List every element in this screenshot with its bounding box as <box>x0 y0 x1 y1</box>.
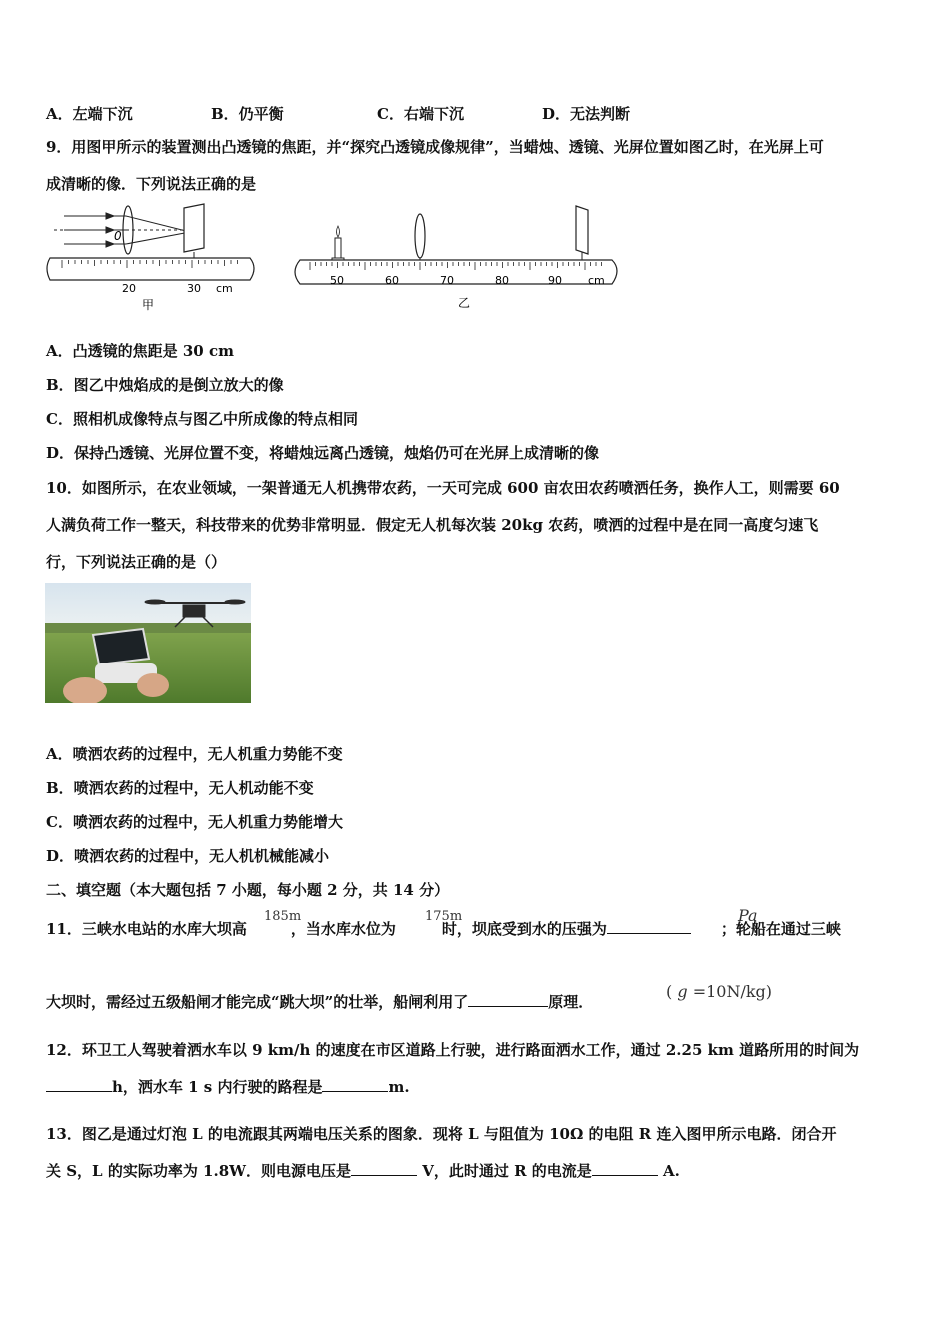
q11-part4: ；轮船在通过三峡 <box>720 920 841 938</box>
q10-stem-line2: 人满负荷工作一整天，科技带来的优势非常明显．假定无人机每次装 20kg 农药，喷洒的过程中是在同一高度匀速飞 <box>46 516 819 534</box>
q9-option-c: C．照相机成像特点与图乙中所成像的特点相同 <box>46 410 358 428</box>
q11-g-var: g <box>677 982 688 1001</box>
q12-line2a: h，洒水车 1 s 内行驶的路程是 <box>112 1078 323 1096</box>
yi-tick-90: 90 <box>548 274 562 287</box>
q11-part2: ，当水库水位为 <box>290 920 396 938</box>
q10-option-d: D．喷洒农药的过程中，无人机机械能减小 <box>46 847 330 865</box>
q13-current-blank[interactable] <box>592 1161 658 1176</box>
q11-line2 <box>46 992 593 1012</box>
q11-g-value: =10N/kg) <box>692 982 773 1001</box>
q11-g-open: ( <box>666 982 673 1001</box>
q13-line1: 13．图乙是通过灯泡 L 的电流跟其两端电压关系的图象．现将 L 与阻值为 10Ω 的电阻 R 连入图甲所示电路．闭合开 <box>46 1125 837 1143</box>
yi-tick-60: 60 <box>385 274 399 287</box>
q12-time-blank[interactable] <box>46 1077 112 1092</box>
q11-principle-blank[interactable] <box>468 992 548 1007</box>
yi-tick-50: 50 <box>330 274 344 287</box>
q11-line2a: 大坝时，需经过五级船闸才能完成“跳大坝”的壮举，船闸利用了 <box>46 993 469 1011</box>
yi-tick-cm: cm <box>588 274 605 287</box>
q11-part3: 时，坝底受到水的压强为 <box>441 920 607 938</box>
q11-height-value: 185m <box>264 909 302 924</box>
jia-tick-30: 30 <box>187 282 201 295</box>
q12-distance-blank[interactable] <box>322 1077 388 1092</box>
q10-option-b: B．喷洒农药的过程中，无人机动能不变 <box>46 779 314 797</box>
q8-option-b: B．仍平衡 <box>211 105 284 123</box>
yi-caption: 乙 <box>458 296 471 310</box>
jia-caption: 甲 <box>142 298 155 312</box>
focus-label: 0 <box>114 229 122 243</box>
q9-stem-line2: 成清晰的像．下列说法正确的是 <box>46 175 257 193</box>
q8-option-a: A．左端下沉 <box>46 105 133 123</box>
yi-tick-70: 70 <box>440 274 454 287</box>
q11-g-note <box>666 982 772 1001</box>
q10-stem-line1: 10．如图所示，在农业领域，一架普通无人机携带农药，一天可完成 600 亩农田农药喷洒任务，换作人工，则需要 60 <box>46 479 840 497</box>
q10-option-a: A．喷洒农药的过程中，无人机重力势能不变 <box>46 745 343 763</box>
q11-line2b: 原理． <box>548 993 594 1011</box>
q11-level-value: 175m <box>425 909 463 924</box>
q12-line1: 12．环卫工人驾驶着洒水车以 9 km/h 的速度在市区道路上行驶，进行路面洒水工作，通过 2.25 km 道路所用的时间为 <box>46 1041 860 1059</box>
q10-option-c: C．喷洒农药的过程中，无人机重力势能增大 <box>46 813 343 831</box>
section2-title: 二、填空题（本大题包括 7 小题，每小题 2 分，共 14 分） <box>46 881 450 899</box>
q9-stem-line1: 9．用图甲所示的装置测出凸透镜的焦距，并“探究凸透镜成像规律”，当蜡烛、透镜、光屏位置如图乙时，在光屏上可 <box>46 138 824 156</box>
jia-tick-cm: cm <box>216 282 233 295</box>
q13-line2b: V，此时通过 R 的电流是 <box>417 1162 592 1180</box>
q13-line2a: 关 S，L 的实际功率为 1.8W．则电源电压是 <box>46 1162 351 1180</box>
q13-line2c: A. <box>657 1162 680 1180</box>
figure-jia-lens-focal <box>44 200 260 315</box>
jia-tick-20: 20 <box>122 282 136 295</box>
q9-option-d: D．保持凸透镜、光屏位置不变，将蜡烛远离凸透镜，烛焰仍可在光屏上成清晰的像 <box>46 444 600 462</box>
drone-photo <box>45 583 251 703</box>
q11-part1: 11．三峡水电站的水库大坝高 <box>46 920 247 938</box>
q10-stem-line3: 行，下列说法正确的是（） <box>46 553 227 571</box>
q11-pressure-blank[interactable] <box>607 919 691 934</box>
q8-option-c: C．右端下沉 <box>377 105 464 123</box>
q8-option-d: D．无法判断 <box>542 105 631 123</box>
q11-unit: Pa <box>738 906 758 925</box>
q12-line2 <box>46 1077 410 1097</box>
figure-yi-optical-bench <box>290 200 630 315</box>
q13-voltage-blank[interactable] <box>351 1161 417 1176</box>
q12-line2b: m. <box>388 1078 410 1096</box>
yi-tick-80: 80 <box>495 274 509 287</box>
q9-option-a: A．凸透镜的焦距是 30 cm <box>46 342 234 360</box>
q9-option-b: B．图乙中烛焰成的是倒立放大的像 <box>46 376 284 394</box>
q13-line2 <box>46 1161 680 1181</box>
